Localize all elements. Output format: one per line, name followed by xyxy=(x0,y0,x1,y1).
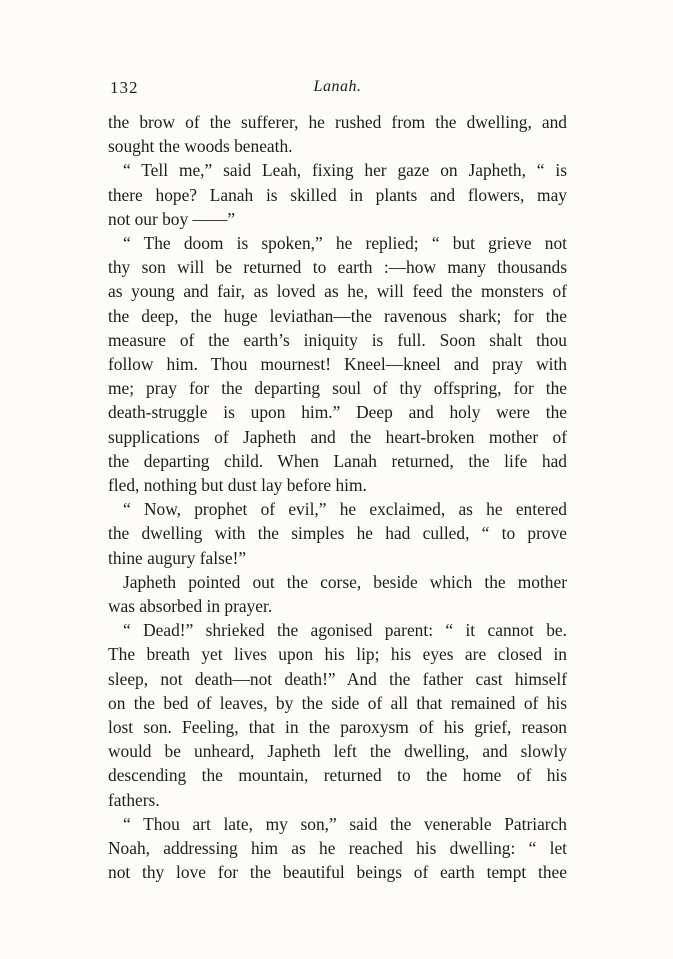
text-line: as young and fair, as loved as he, will feed the monsters of xyxy=(108,281,567,302)
text-line: death-struggle is upon him.” Deep and holy were the xyxy=(108,402,567,423)
text-line: sleep, not death—not death!” And the father cast himself xyxy=(108,668,567,689)
text-line: thy son will be returned to earth :—how many thousands xyxy=(108,257,567,278)
text-line: on the bed of leaves, by the side of all that remained of his xyxy=(108,692,567,713)
text-line: fled, nothing but dust lay before him. xyxy=(108,475,367,496)
text-line: follow him. Thou mournest! Kneel—kneel and pray with xyxy=(108,354,567,375)
text-line: descending the mountain, returned to the home of his xyxy=(108,765,567,786)
page-number: 132 xyxy=(110,78,139,97)
text-line: would be unheard, Japheth left the dwelling, and slowly xyxy=(108,741,567,762)
text-line: the departing child. When Lanah returned, the life had xyxy=(108,450,567,471)
text-line: lost son. Feeling, that in the paroxysm of his grief, reason xyxy=(108,717,567,738)
body-text xyxy=(108,110,567,885)
text-line: not thy love for the beautiful beings of earth tempt thee xyxy=(108,862,567,883)
text-line: was absorbed in prayer. xyxy=(108,596,273,617)
text-line: Noah, addressing him as he reached his dwelling: “ let xyxy=(108,838,567,859)
text-line: “ Tell me,” said Leah, fixing her gaze on Japheth, “ is xyxy=(123,160,567,181)
text-line: not our boy ——” xyxy=(108,208,236,229)
text-line: the deep, the huge leviathan—the ravenous shark; for the xyxy=(108,305,567,326)
text-line: the brow of the sufferer, he rushed from the dwelling, and xyxy=(108,112,567,132)
text-line: “ Now, prophet of evil,” he exclaimed, as he entered xyxy=(123,499,567,520)
text-line: fathers. xyxy=(108,789,160,810)
text-line: The breath yet lives upon his lip; his eyes are closed in xyxy=(108,644,567,665)
page-header xyxy=(110,78,565,102)
text-line: supplications of Japheth and the heart-broken mother of xyxy=(108,426,567,447)
text-line: “ Thou art late, my son,” said the venerable Patriarch xyxy=(123,813,567,834)
text-line: Japheth pointed out the corse, beside which the mother xyxy=(123,571,567,592)
text-line: sought the woods beneath. xyxy=(108,136,293,157)
text-line: there hope? Lanah is skilled in plants and flowers, may xyxy=(108,184,567,205)
text-line: the dwelling with the simples he had culled, “ to prove xyxy=(108,523,567,544)
running-title: Lanah. xyxy=(313,78,362,95)
text-line: measure of the earth’s iniquity is full. Soon shalt thou xyxy=(108,329,567,350)
text-line: thine augury false!” xyxy=(108,547,247,568)
text-line: “ The doom is spoken,” he replied; “ but grieve not xyxy=(123,233,567,254)
text-line: me; pray for the departing soul of thy offspring, for the xyxy=(108,378,567,399)
text-line: “ Dead!” shrieked the agonised parent: “ it cannot be. xyxy=(123,620,567,641)
